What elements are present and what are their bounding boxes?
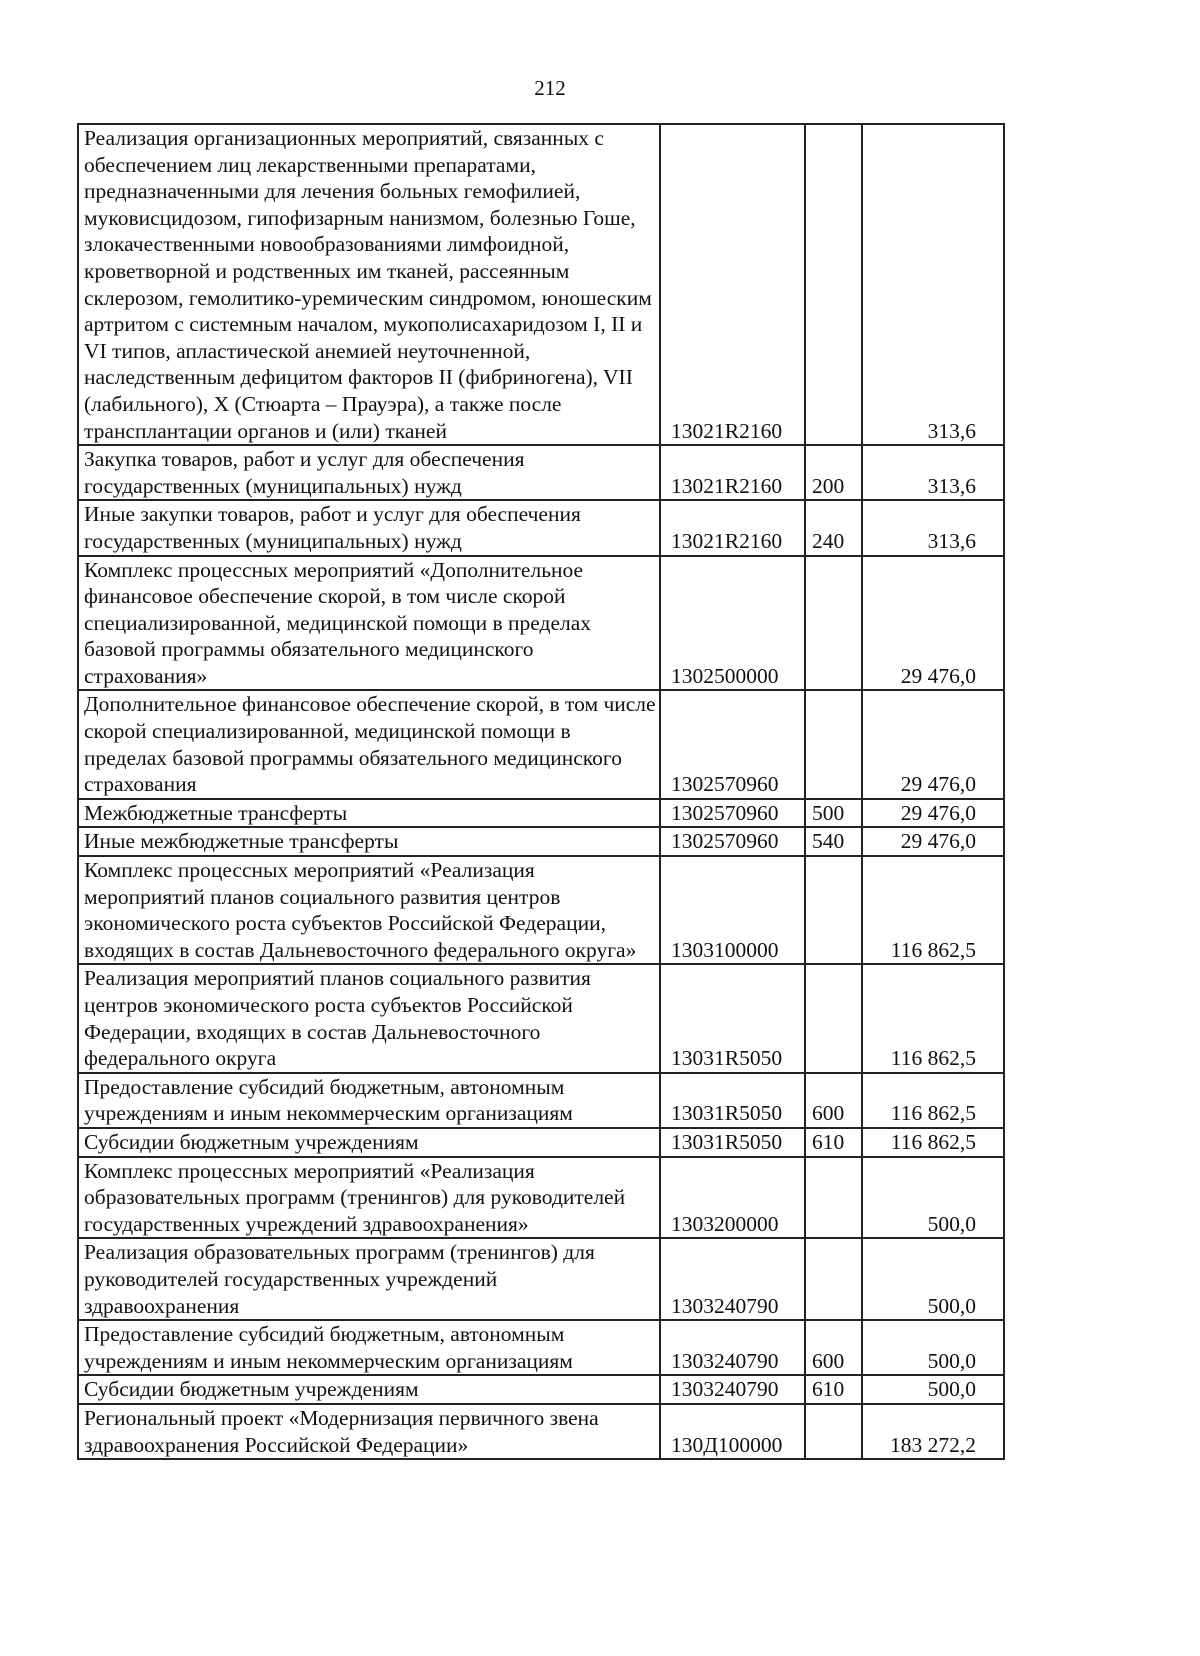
expense-type [805,964,862,1072]
program-code: 1302500000 [660,556,805,691]
table-row [78,445,1004,500]
program-code: 13031R5050 [660,1073,805,1128]
expense-type [805,1157,862,1239]
table-row [78,690,1004,798]
expense-type [805,556,862,691]
expense-type [805,856,862,964]
expense-type: 610 [805,1128,862,1157]
amount: 29 476,0 [862,556,1004,691]
program-code: 1303240790 [660,1375,805,1404]
program-code: 130Д100000 [660,1404,805,1459]
program-code: 13021R2160 [660,124,805,445]
expense-type [805,690,862,798]
amount: 183 272,2 [862,1404,1004,1459]
item-name: Региональный проект «Модернизация первичного звена здравоохранения Российской Федерации» [78,1404,660,1459]
item-name: Комплекс процессных мероприятий «Реализация образовательных программ (тренингов) для руководителей государственных учреждений здравоохранения» [78,1157,660,1239]
program-code: 1302570960 [660,690,805,798]
budget-table [77,123,1005,1460]
amount: 116 862,5 [862,1073,1004,1128]
item-name: Иные межбюджетные трансферты [78,827,660,856]
table-row [78,1128,1004,1157]
table-row [78,799,1004,828]
amount: 500,0 [862,1157,1004,1239]
expense-type [805,124,862,445]
amount: 29 476,0 [862,799,1004,828]
program-code: 1303200000 [660,1157,805,1239]
amount: 116 862,5 [862,1128,1004,1157]
amount: 313,6 [862,124,1004,445]
program-code: 13021R2160 [660,500,805,555]
table-row [78,856,1004,964]
program-code: 1303240790 [660,1320,805,1375]
program-code: 13031R5050 [660,964,805,1072]
table-row [78,827,1004,856]
item-name: Дополнительное финансовое обеспечение скорой, в том числе скорой специализированной, медицинской помощи в пределах базовой программы обязательного медицинского страхования [78,690,660,798]
amount: 500,0 [862,1375,1004,1404]
expense-type: 600 [805,1320,862,1375]
amount: 29 476,0 [862,690,1004,798]
expense-type: 200 [805,445,862,500]
table-row [78,124,1004,445]
expense-type [805,1404,862,1459]
amount: 116 862,5 [862,856,1004,964]
program-code: 1303240790 [660,1238,805,1320]
item-name: Предоставление субсидий бюджетным, автономным учреждениям и иным некоммерческим организациям [78,1073,660,1128]
table-row [78,1320,1004,1375]
item-name: Субсидии бюджетным учреждениям [78,1128,660,1157]
table-row [78,1157,1004,1239]
item-name: Реализация организационных мероприятий, связанных с обеспечением лиц лекарственными препаратами, предназначенными для лечения больных гемофилией, муковисцидозом, гипофизарным нанизмом, болезнью Гоше, злокачественными новообразованиями лимфоидной, кроветворной и родственных им тканей, рассеянным склерозом, гемолитико-уремическим синдромом, юношеским артритом с системным началом, мукополисахаридозом I, II и VI типов, апластической анемией неуточненной, наследственным дефицитом факторов II (фибриногена), VII (лабильного), X (Стюарта – Прауэра), а также после трансплантации органов и (или) тканей [78,124,660,445]
program-code: 1302570960 [660,827,805,856]
table-row [78,1073,1004,1128]
item-name: Иные закупки товаров, работ и услуг для обеспечения государственных (муниципальных) нужд [78,500,660,555]
expense-type: 610 [805,1375,862,1404]
item-name: Комплекс процессных мероприятий «Дополнительное финансовое обеспечение скорой, в том числе скорой специализированной, медицинской помощи в пределах базовой программы обязательного медицинского страхования» [78,556,660,691]
amount: 500,0 [862,1238,1004,1320]
table-row [78,1375,1004,1404]
amount: 313,6 [862,500,1004,555]
program-code: 1303100000 [660,856,805,964]
item-name: Предоставление субсидий бюджетным, автономным учреждениям и иным некоммерческим организациям [78,1320,660,1375]
program-code: 13031R5050 [660,1128,805,1157]
program-code: 13021R2160 [660,445,805,500]
expense-type: 240 [805,500,862,555]
program-code: 1302570960 [660,799,805,828]
item-name: Реализация образовательных программ (тренингов) для руководителей государственных учреждений здравоохранения [78,1238,660,1320]
table-row [78,556,1004,691]
amount: 116 862,5 [862,964,1004,1072]
amount: 313,6 [862,445,1004,500]
table-row [78,500,1004,555]
item-name: Закупка товаров, работ и услуг для обеспечения государственных (муниципальных) нужд [78,445,660,500]
expense-type: 600 [805,1073,862,1128]
table-row [78,1238,1004,1320]
expense-type: 500 [805,799,862,828]
amount: 29 476,0 [862,827,1004,856]
expense-type: 540 [805,827,862,856]
item-name: Комплекс процессных мероприятий «Реализация мероприятий планов социального развития центров экономического роста субъектов Российской Федерации, входящих в состав Дальневосточного федерального округа» [78,856,660,964]
expense-type [805,1238,862,1320]
item-name: Реализация мероприятий планов социального развития центров экономического роста субъектов Российской Федерации, входящих в состав Дальневосточного федерального округа [78,964,660,1072]
table-row [78,964,1004,1072]
table-row [78,1404,1004,1459]
amount: 500,0 [862,1320,1004,1375]
item-name: Субсидии бюджетным учреждениям [78,1375,660,1404]
page-number: 212 [534,76,566,100]
item-name: Межбюджетные трансферты [78,799,660,828]
